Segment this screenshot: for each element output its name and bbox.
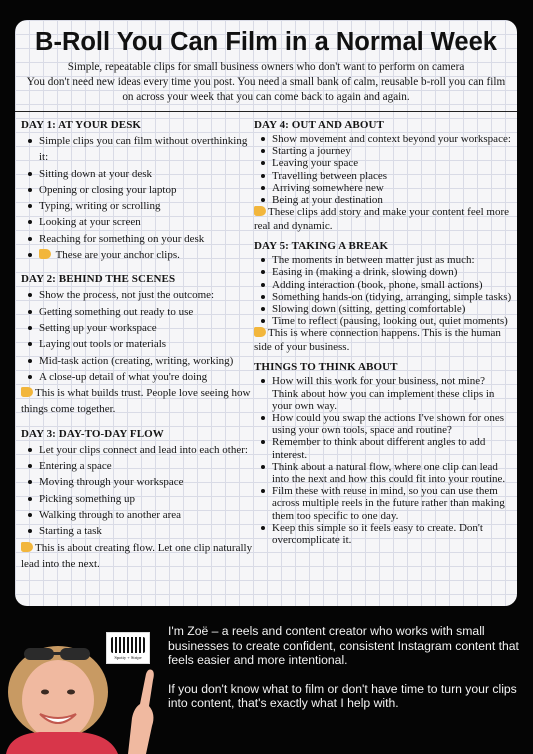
list-item: Starting a task [21, 523, 253, 539]
pointing-hand-icon [254, 327, 266, 337]
list-item: Slowing down (sitting, getting comfortable) [254, 303, 512, 315]
list-item: Film these with reuse in mind, so you can use them across multiple reels in the future rather than making them too specific to one day. [254, 485, 512, 522]
things-section [254, 361, 512, 546]
day1-title: DAY 1: AT YOUR DESK [21, 119, 142, 131]
day5-note [254, 327, 512, 354]
list-item: Remember to think about different angles to add interest. [254, 436, 512, 460]
list-item: Easing in (making a drink, slowing down) [254, 266, 512, 278]
page-title: B-Roll You Can Film in a Normal Week [35, 28, 497, 56]
guide-card [15, 20, 517, 606]
intro-body: You don't need new ideas every time you post. You need a small bank of calm, reusable b-roll you can film on across your week that you can come back to again and again. [26, 76, 506, 103]
list-item-anchor [21, 247, 253, 263]
list-item: Show the process, not just the outcome: [21, 287, 253, 303]
day3-title: DAY 3: DAY-TO-DAY FLOW [21, 427, 164, 440]
day4-section [254, 119, 512, 233]
pointing-hand-icon [21, 387, 33, 397]
bio-paragraph: If you don't know what to film or don't have time to turn your clips into content, that's exactly what I help with. [168, 681, 517, 711]
list-item: A close-up detail of what you're doing [21, 369, 253, 385]
list-item: Setting up your workspace [21, 320, 253, 336]
day1-section [21, 119, 253, 263]
list-item: Arriving somewhere new [254, 182, 512, 194]
list-item: Time to reflect (pausing, looking out, quiet moments) [254, 315, 512, 327]
list-item: Looking at your screen [21, 214, 253, 230]
pointing-hand-icon [39, 249, 51, 259]
intro [23, 60, 509, 105]
pointing-hand-icon [21, 542, 33, 552]
anchor-note: These are your anchor clips. [55, 249, 180, 262]
polka-dot-logo-icon [111, 637, 145, 653]
brand-logo-text: Spotty + Stripe [114, 654, 142, 660]
list-item: Keep this simple so it feels easy to create. Don't overcomplicate it. [254, 522, 512, 546]
list-item: How could you swap the actions I've shown for ones using your own tools, space and routine? [254, 412, 512, 436]
day4-title: DAY 4: OUT AND ABOUT [254, 119, 384, 131]
day2-section [21, 273, 253, 417]
list-item: Sitting down at your desk [21, 166, 253, 182]
day4-note-text: These clips add story and make your content feel more real and dynamic. [254, 206, 510, 232]
list-item: Something hands-on (tidying, arranging, simple tasks) [254, 291, 512, 303]
day2-note-text: This is what builds trust. People love seeing how things come together. [21, 387, 251, 416]
list-item: Let your clips connect and lead into each other: [21, 442, 253, 458]
day1-list [21, 133, 253, 263]
right-column [254, 112, 512, 546]
day3-note [21, 540, 253, 573]
day5-list [254, 254, 512, 327]
list-item: Getting something out ready to use [21, 304, 253, 320]
list-item: Walking through to another area [21, 507, 253, 523]
list-item: Reaching for something on your desk [21, 231, 253, 247]
day2-list [21, 287, 253, 385]
day2-note [21, 385, 253, 418]
list-item: Starting a journey [254, 145, 512, 157]
footer [0, 606, 533, 754]
list-item: Mid-task action (creating, writing, working) [21, 353, 253, 369]
brand-logo [106, 632, 150, 664]
list-item: Simple clips you can film without overthinking it: [21, 133, 253, 166]
list-item: Travelling between places [254, 170, 512, 182]
day3-list [21, 442, 253, 540]
day5-title: DAY 5: TAKING A BREAK [254, 240, 389, 253]
things-list [254, 375, 512, 546]
list-item: Show movement and context beyond your workspace: [254, 133, 512, 145]
list-item: Picking something up [21, 491, 253, 507]
creator-bio [168, 624, 528, 711]
list-item: Being at your destination [254, 194, 512, 206]
content-columns [15, 111, 517, 606]
list-item: Leaving your space [254, 157, 512, 169]
day3-note-text: This is about creating flow. Let one clip naturally lead into the next. [21, 541, 253, 570]
list-item: Moving through your workspace [21, 474, 253, 490]
day5-section [254, 240, 512, 354]
list-item: Entering a space [21, 458, 253, 474]
list-item: Laying out tools or materials [21, 336, 253, 352]
list-item: Typing, writing or scrolling [21, 198, 253, 214]
things-title: THINGS TO THINK ABOUT [254, 361, 398, 374]
list-item: How will this work for your business, not mine? Think about how you can implement these clips in your own way. [254, 375, 512, 412]
left-column [21, 112, 253, 572]
list-item: Adding interaction (book, phone, small actions) [254, 279, 512, 291]
pointing-hand-icon [254, 206, 266, 216]
day4-note [254, 206, 512, 233]
intro-subtitle: Simple, repeatable clips for small business owners who don't want to perform on camera [67, 61, 465, 73]
day2-title: DAY 2: BEHIND THE SCENES [21, 273, 176, 286]
day5-note-text: This is where connection happens. This is the human side of your business. [254, 327, 501, 353]
bio-paragraph: I'm Zoë – a reels and content creator who works with small businesses to create confident, consistent Instagram content that feels easier and more intentional. [168, 624, 519, 668]
list-item: Opening or closing your laptop [21, 182, 253, 198]
list-item: The moments in between matter just as much: [254, 254, 512, 266]
day3-section [21, 428, 253, 572]
day4-list [254, 133, 512, 206]
list-item: Think about a natural flow, where one clip can lead into the next and how this could fit into your routine. [254, 461, 512, 485]
